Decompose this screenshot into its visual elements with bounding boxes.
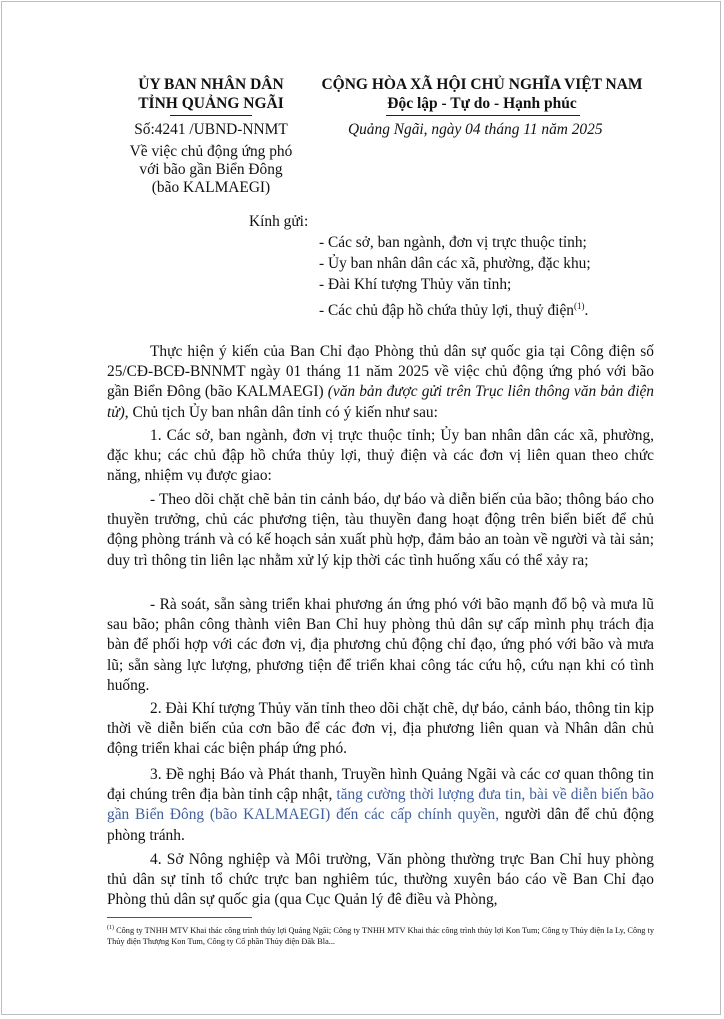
recipient-suffix: . — [584, 302, 589, 320]
intro-paragraph — [107, 342, 654, 423]
agency-underline — [170, 115, 252, 116]
recipient-item: - Ủy ban nhân dân các xã, phường, đặc khu; — [319, 255, 591, 272]
nation-line-1: CỘNG HÒA XÃ HỘI CHỦ NGHĨA VIỆT NAM — [321, 76, 643, 93]
national-heading — [312, 75, 652, 113]
subject-line: Về việc chủ động ứng phó — [129, 143, 293, 160]
recipient-text: - Các chủ đập hồ chứa thủy lợi, thuỷ điện — [319, 302, 574, 320]
intro-italic-note: (văn bản được gửi trên Trục liên thông văn bản điện tử) — [107, 383, 654, 421]
footnote-separator — [107, 917, 252, 918]
footnote — [107, 923, 654, 947]
agency-name — [106, 75, 316, 113]
intro-text-end: , Chủ tịch Ủy ban nhân dân tỉnh có ý kiến như sau: — [124, 403, 438, 421]
p3-highlight-text: tăng cường thời lượng đưa tin, bài về diễn biến bão gần Biển Đông (bão KALMAEGI) đến các cấp chính quyền, — [107, 786, 654, 824]
footnote-text: Công ty TNHH MTV Khai thác công trình thủy lợi Quảng Ngãi; Công ty TNHH MTV Khai thác công trình thủy lợi Kon Tum; Công ty Thủy điện Ia Ly, Công ty Thủy điện Thượng Kon Tum, Công ty Cổ phần Thủy điện Đăk Bla... — [107, 925, 654, 946]
document-page — [1, 1, 721, 1015]
nation-line-2: Độc lập - Tự do - Hạnh phúc — [387, 95, 577, 112]
recipient-item — [319, 296, 588, 321]
p3-text: 3. Đề nghị Báo và Phát thanh, Truyền hình Quảng Ngãi và các cơ quan thông tin đại chúng trên địa bàn tỉnh cập nhật, — [107, 766, 654, 804]
recipients-heading: Kính gửi: — [249, 213, 309, 230]
agency-line-2: TỈNH QUẢNG NGÃI — [138, 95, 284, 112]
p3-text-end: người dân để chủ động phòng tránh. — [107, 806, 654, 844]
paragraph-1a: - Theo dõi chặt chẽ bản tin cảnh báo, dự báo và diễn biến của bão; thông báo cho thuyền trưởng, chủ các phương tiện, tàu thuyền đang hoạt động trên biển biết để chủ động phòng tránh và có kế hoạch sản xuất phù hợp, đảm bảo an toàn về người và tài sản; duy trì thông tin liên lạc nhằm xử lý kịp thời các tình huống xấu có thể xảy ra; — [107, 491, 654, 569]
paragraph-1: 1. Các sở, ban ngành, đơn vị trực thuộc tỉnh; Ủy ban nhân dân các xã, phường, đặc khu; các chủ đập hồ chứa thủy lợi, thuỷ điện và các đơn vị liên quan theo chức năng, nhiệm vụ được giao: — [107, 427, 654, 485]
document-subject — [106, 143, 316, 197]
agency-line-1: ỦY BAN NHÂN DÂN — [138, 76, 284, 93]
recipient-item: - Các sở, ban ngành, đơn vị trực thuộc tỉnh; — [319, 234, 587, 251]
document-number: Số:4241 /UBND-NNMT — [134, 121, 288, 138]
subject-line: với bão gần Biển Đông — [139, 161, 283, 178]
paragraph-4: 4. Sở Nông nghiệp và Môi trường, Văn phòng thường trực Ban Chỉ huy phòng thủ dân sự tỉnh tổ chức trực ban nghiêm túc, thường xuyên báo cáo về Ban Chỉ đạo Phòng thủ dân sự quốc gia (qua Cục Quản lý đê điều và Phòng, — [107, 851, 654, 909]
paragraph-2: 2. Đài Khí tượng Thủy văn tỉnh theo dõi chặt chẽ, dự báo, cảnh báo, thông tin kịp thời về diễn biến của cơn bão để các đơn vị, địa phương liên quan và Nhân dân chủ động triển khai các biện pháp ứng phó. — [107, 700, 654, 758]
recipient-item: - Đài Khí tượng Thủy văn tỉnh; — [319, 276, 512, 293]
footnote-ref[interactable]: (1) — [573, 301, 585, 311]
intro-text: Thực hiện ý kiến của Ban Chỉ đạo Phòng thủ dân sự quốc gia tại Công điện số 25/CĐ-BCĐ-BNNMT ngày 01 tháng 11 năm 2025 về việc chủ động ứng phó với bão gần Biển Đông (bão KALMAEGI) — [107, 343, 654, 401]
paragraph-3 — [107, 765, 654, 846]
subject-line: (bão KALMAEGI) — [151, 179, 271, 196]
footnote-mark: (1) — [107, 925, 114, 931]
paragraph-1b: - Rà soát, sẵn sàng triển khai phương án ứng phó với bão mạnh đổ bộ và mưa lũ sau bão; phân công thành viên Ban Chỉ huy phòng thủ dân sự cấp mình phụ trách địa bàn để phối hợp với các đơn vị, địa phương chủ động chỉ đạo, ứng phó với bão và mưa lũ; sẵn sàng lực lượng, phương tiện để triển khai công tác cứu hộ, cứu nạn khi có tình huống. — [107, 596, 654, 694]
motto-underline — [386, 115, 580, 116]
place-date: Quảng Ngãi, ngày 04 tháng 11 năm 2025 — [348, 121, 603, 138]
